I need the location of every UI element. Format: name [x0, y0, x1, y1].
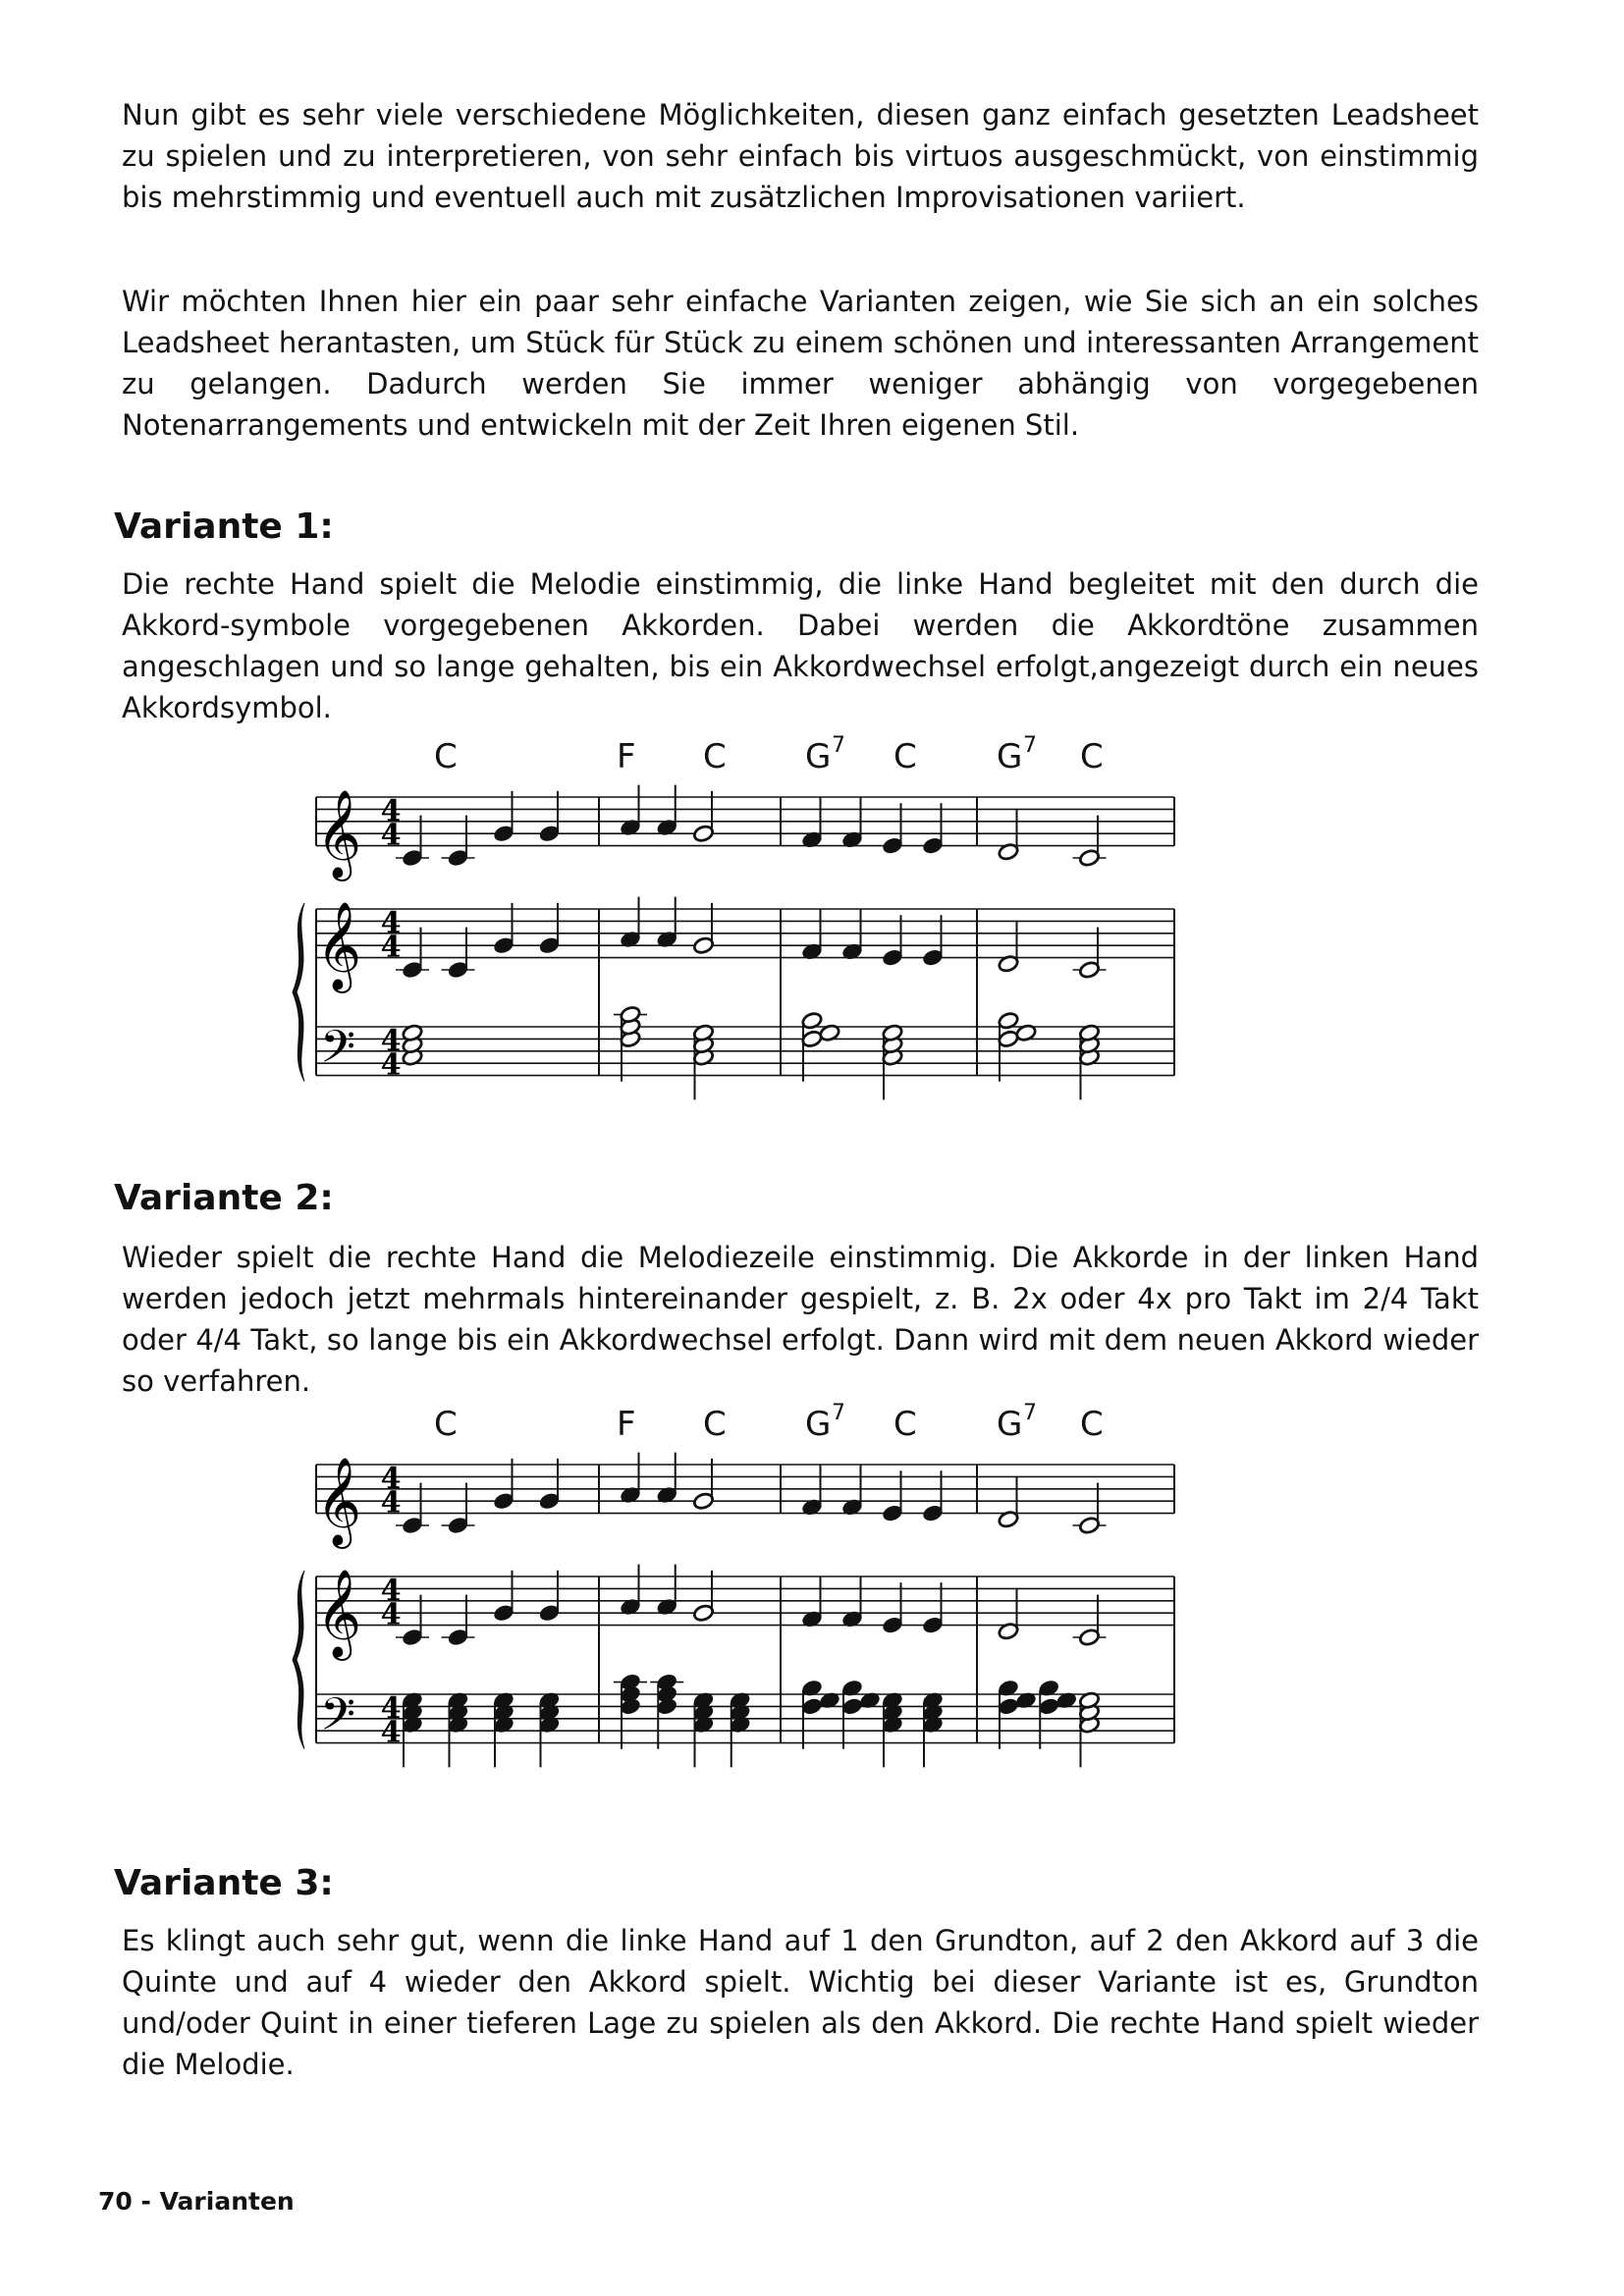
bass-clef-icon: 𝄢: [320, 1021, 356, 1086]
time-signature-numerator: 4: [380, 1023, 402, 1058]
variant-3-text: Es klingt auch sehr gut, wenn die linke Hand auf 1 den Grundton, auf 2 den Akkord auf 3 die Quinte und auf 4 wieder den Akkord spielt. Wichtig bei dieser Variante ist es, Grundton und/oder Quint in einer tieferen Lage zu spielen als den Akkord. Die rechte Hand spielt wieder die Melodie.: [122, 1924, 1479, 2081]
chord-symbol: G: [805, 737, 832, 776]
chord-symbol: G: [805, 1405, 832, 1444]
variant-3-heading: Variante 3:: [114, 1863, 334, 1903]
variant-2-heading: Variante 2:: [114, 1178, 334, 1218]
time-signature-denominator: 4: [380, 1047, 402, 1083]
right-hand-staff: [316, 909, 1174, 958]
chord-symbol-superscript: 7: [832, 733, 845, 758]
variant-1-heading: Variante 1:: [114, 507, 334, 547]
chord-symbol: C: [1080, 1405, 1104, 1444]
chord-note: [801, 1697, 824, 1716]
grand-staff-brace: [293, 903, 304, 1082]
chord-symbol: G: [997, 737, 1023, 776]
variant-2-text: Wieder spielt die rechte Hand die Melodiezeile einstimmig. Die Akkorde in der linken Hand werden jedoch jetzt mehrmals hintereinander gespielt, z. B. 2x oder 4x pro Takt im 2/4 Takt oder 4/4 Takt, so lange bis ein Akkordwechsel erfolgt. Dann wird mit dem neuen Akkord wieder so verfahren.: [122, 1241, 1479, 1398]
treble-clef-icon: 𝄞: [316, 789, 362, 879]
variant-1-score: [0, 726, 1624, 1119]
time-signature-denominator: 4: [380, 818, 402, 853]
chord-symbol: C: [434, 737, 458, 776]
chord-symbol: C: [893, 737, 917, 776]
lead-sheet-staff: [316, 797, 1174, 846]
intro-paragraph-1: Nun gibt es sehr viele verschiedene Möglichkeiten, diesen ganz einfach gesetzten Leadsheet zu spielen und zu interpretieren, von sehr einfach bis virtuos ausgeschmückt, von einstimmig bis mehrstimmig und eventuell auch mit zusätzlichen Improvisationen variiert.: [122, 98, 1479, 214]
chord-note: [841, 1697, 864, 1716]
chord-symbol: G: [997, 1405, 1023, 1444]
time-signature-numerator: 4: [380, 1461, 402, 1496]
lead-sheet-staff: [316, 1465, 1174, 1514]
chord-symbol-superscript: 7: [1023, 1401, 1037, 1425]
time-signature-numerator: 4: [380, 793, 402, 828]
treble-clef-icon: 𝄞: [316, 901, 362, 990]
left-hand-staff: [316, 1027, 1174, 1076]
chord-symbol: C: [703, 1405, 727, 1444]
time-signature-numerator: 4: [380, 1573, 402, 1608]
grand-staff-brace: [293, 1571, 304, 1749]
page-footer: 70 - Varianten: [98, 2187, 295, 2216]
time-signature-denominator: 4: [380, 1715, 402, 1750]
chord-symbol: C: [703, 737, 727, 776]
time-signature-numerator: 4: [380, 905, 402, 940]
time-signature-denominator: 4: [380, 1597, 402, 1632]
chord-symbol-superscript: 7: [1023, 733, 1037, 758]
treble-clef-icon: 𝄞: [316, 1569, 362, 1658]
variant-1-text: Die rechte Hand spielt die Melodie einstimmig, die linke Hand begleitet mit den durch die Akkord-symbole vorgegebenen Akkorden. Dabei werden die Akkordtöne zusammen angeschlagen und so lange gehalten, bis ein Akkordwechsel erfolgt,angezeigt durch ein neues Akkordsymbol.: [122, 567, 1479, 724]
right-hand-staff: [316, 1573, 1174, 1626]
chord-symbol: C: [1080, 737, 1104, 776]
time-signature-denominator: 4: [380, 930, 402, 965]
chord-note: [1038, 1697, 1060, 1716]
chord-symbol: C: [434, 1405, 458, 1444]
intro-paragraph-2: Wir möchten Ihnen hier ein paar sehr einfache Varianten zeigen, wie Sie sich an ein solches Leadsheet herantasten, um Stück für Stück zu einem schönen und interessanten Arrangement zu gelangen. Dadurch werden Sie immer weniger abhängig von vorgegebenen Notenarrangements und entwickeln mit der Zeit Ihren eigenen Stil.: [122, 285, 1479, 442]
chord-symbol: C: [893, 1405, 917, 1444]
variant-2-score: [0, 1394, 1624, 1787]
bass-clef-icon: 𝄢: [320, 1688, 356, 1753]
chord-symbol: F: [617, 1405, 636, 1444]
treble-clef-icon: 𝄞: [316, 1457, 362, 1546]
time-signature-denominator: 4: [380, 1485, 402, 1521]
chord-symbol: F: [617, 737, 636, 776]
chord-note: [998, 1697, 1020, 1716]
chord-symbol-superscript: 7: [832, 1401, 845, 1425]
time-signature-numerator: 4: [380, 1690, 402, 1726]
